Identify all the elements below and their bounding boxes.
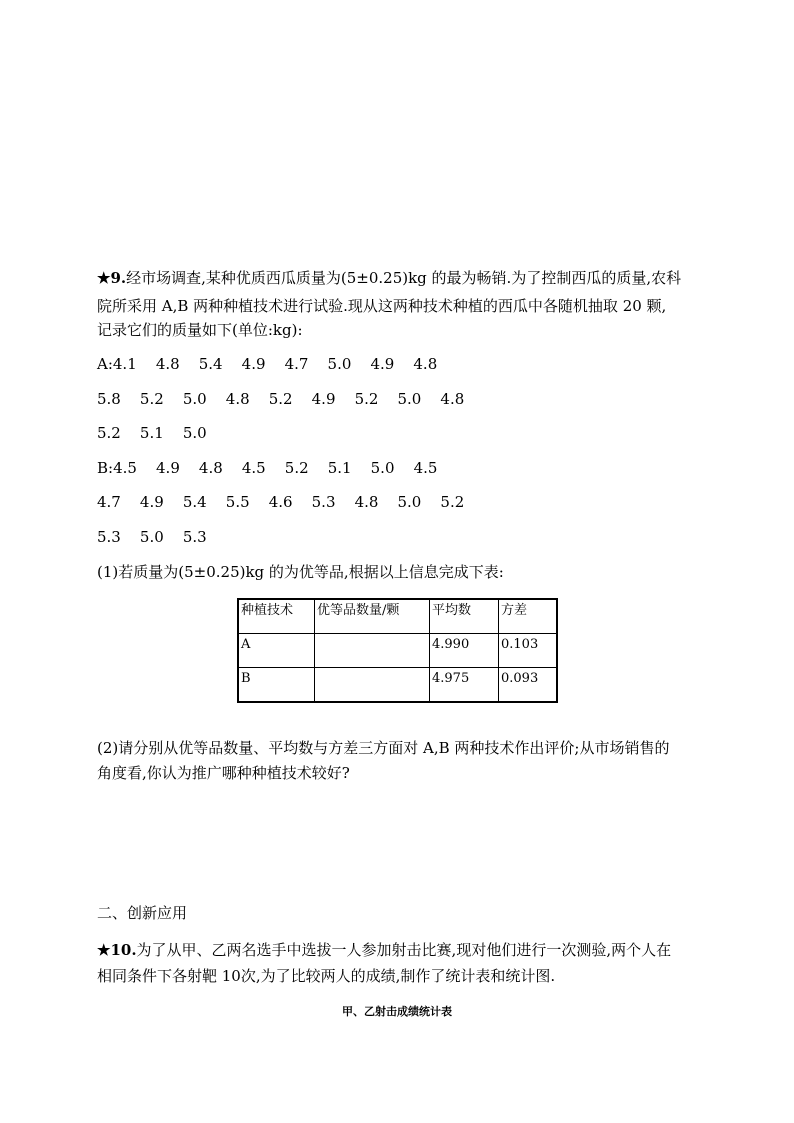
- cell-mean: 4.990: [430, 634, 499, 668]
- cell-mean: 4.975: [430, 668, 499, 703]
- q9-stem-1: 经市场调查,某种优质西瓜质量为(5±0.25)kg 的最为畅销.为了控制西瓜的质量,农科: [126, 269, 682, 287]
- table-row: [238, 634, 557, 668]
- q9-line-3: 记录它们的质量如下(单位:kg):: [97, 321, 303, 339]
- data-row-b1: B:4.5 4.9 4.8 4.5 5.2 5.1 5.0 4.5: [97, 459, 438, 477]
- header-mean: 平均数: [430, 599, 499, 634]
- q10-line-2: 相同条件下各射靶 10次,为了比较两人的成绩,制作了统计表和统计图.: [97, 967, 556, 985]
- cell-technique: B: [238, 668, 315, 703]
- q10-line-1: [97, 940, 671, 960]
- q10-number: ★10.: [97, 941, 137, 959]
- data-row-b2: 4.7 4.9 5.4 5.5 4.6 5.3 4.8 5.0 5.2: [97, 493, 465, 511]
- q9-line-2: 院所采用 A,B 两种种植技术进行试验.现从这两种技术种植的西瓜中各随机抽取 20 颗,: [97, 297, 667, 315]
- q9-part-1: (1)若质量为(5±0.25)kg 的为优等品,根据以上信息完成下表:: [97, 563, 504, 581]
- q9-line-1: [97, 268, 681, 288]
- cell-variance: 0.093: [499, 668, 558, 703]
- data-row-a3: 5.2 5.1 5.0: [97, 424, 207, 442]
- data-row-b3: 5.3 5.0 5.3: [97, 528, 207, 546]
- header-technique: 种植技术: [238, 599, 315, 634]
- header-quality-count: 优等品数量/颗: [315, 599, 430, 634]
- header-variance: 方差: [499, 599, 558, 634]
- cell-quality-count: [315, 668, 430, 703]
- q9-part-2-line-1: (2)请分别从优等品数量、平均数与方差三方面对 A,B 两种技术作出评价;从市场销售的: [97, 739, 670, 757]
- data-row-a2: 5.8 5.2 5.0 4.8 5.2 4.9 5.2 5.0 4.8: [97, 390, 465, 408]
- q9-number: ★9.: [97, 269, 127, 287]
- section-heading: 二、创新应用: [97, 904, 188, 922]
- table-row: [238, 668, 557, 703]
- results-table: [237, 598, 558, 703]
- cell-variance: 0.103: [499, 634, 558, 668]
- cell-quality-count: [315, 634, 430, 668]
- q10-stem-1: 为了从甲、乙两名选手中选拔一人参加射击比赛,现对他们进行一次测验,两个人在: [136, 941, 672, 959]
- data-row-a1: A:4.1 4.8 5.4 4.9 4.7 5.0 4.9 4.8: [97, 355, 438, 373]
- cell-technique: A: [238, 634, 315, 668]
- table-header-row: [238, 599, 557, 634]
- q9-part-2-line-2: 角度看,你认为推广哪种种植技术较好?: [97, 764, 350, 782]
- table-caption: 甲、乙射击成绩统计表: [342, 1005, 452, 1018]
